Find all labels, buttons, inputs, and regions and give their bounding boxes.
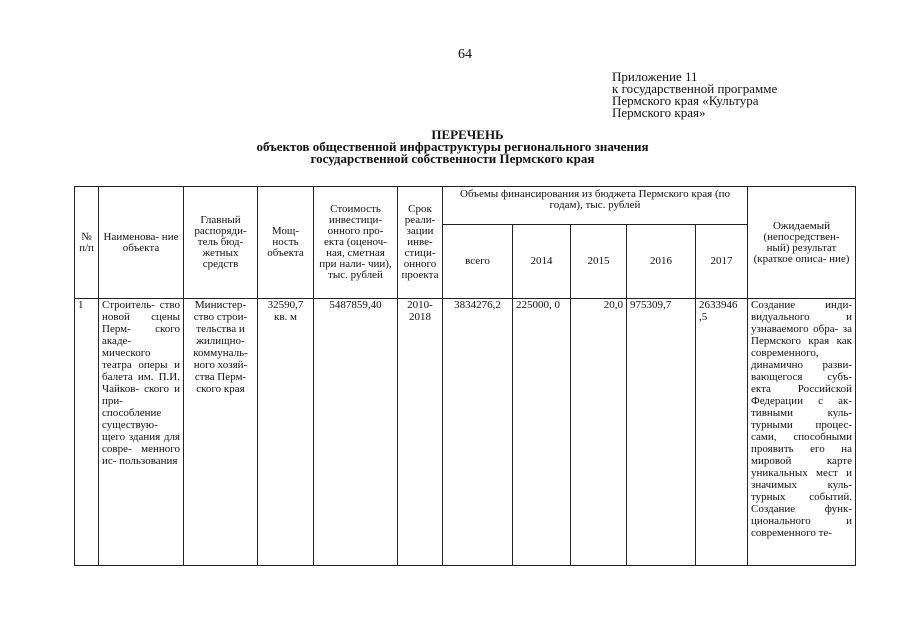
appendix-note <box>612 71 777 119</box>
page-number: 64 <box>458 47 472 62</box>
header-capacity: Мощ- ность объекта <box>258 187 314 299</box>
header-name: Наименова- ние объекта <box>99 187 184 299</box>
header-2014: 2014 <box>513 225 571 299</box>
cell-term: 2010- 2018 <box>398 299 443 566</box>
title-line-1: ПЕРЕЧЕНЬ <box>431 127 504 142</box>
header-cost: Стоимость инвестици- онного про- екта (оценоч- ная, сметная при нали- чии), тыс. рублей <box>314 187 398 299</box>
cell-2015: 20,0 <box>571 299 627 566</box>
title-line-3: государственной собственности Пермского края <box>310 151 595 166</box>
appendix-line: Приложение 11 <box>612 69 698 84</box>
header-total: всего <box>443 225 513 299</box>
table-row <box>75 299 856 566</box>
cell-total: 3834276,2 <box>443 299 513 566</box>
header-num: № п/п <box>75 187 99 299</box>
cell-result: Создание инди- видуального и узнаваемого обра- за Пермского края как современного, динамично разви- вающегося субъ- екта Российской Федерации с ак- тивными куль- турными процес- сами, способными проявить его на мировой карте уникальных мест и значимых куль- турных событий. Создание функ- ционального и современного те- <box>748 299 856 566</box>
appendix-line: Пермского края» <box>612 105 706 120</box>
title-line-2: объектов общественной инфраструктуры регионального значения <box>256 139 649 154</box>
cell-2017: 2633946 ,5 <box>696 299 748 566</box>
header-funding-group: Объемы финансирования из бюджета Пермского края (по годам), тыс. рублей <box>443 187 748 225</box>
cell-capacity: 32590,7 кв. м <box>258 299 314 566</box>
cell-manager: Министер- ство строи- тельства и жилищно- коммуналь- ного хозяй- ства Перм- ского края <box>184 299 258 566</box>
appendix-line: к государственной программе <box>612 81 778 96</box>
header-term: Срок реали- зации инве- стици- онного проекта <box>398 187 443 299</box>
header-manager: Главный распоряди- тель бюд- жетных средств <box>184 187 258 299</box>
cell-cost: 5487859,40 <box>314 299 398 566</box>
objects-table <box>74 186 856 566</box>
cell-num: 1 <box>75 299 99 566</box>
header-result: Ожидаемый (непосредствен- ный) результат (краткое описа- ние) <box>748 187 856 299</box>
document-title <box>0 129 905 165</box>
header-2015: 2015 <box>571 225 627 299</box>
header-2017: 2017 <box>696 225 748 299</box>
appendix-line: Пермского края «Культура <box>612 93 759 108</box>
cell-2016: 975309,7 <box>627 299 696 566</box>
header-2016: 2016 <box>627 225 696 299</box>
cell-name: Строитель- ство новой сцены Перм- ского акаде- мического театра оперы и балета им. П.И. Чайков- ского и при- способление существую- щего здания для совре- менного ис- пользования <box>99 299 184 566</box>
cell-2014: 225000, 0 <box>513 299 571 566</box>
